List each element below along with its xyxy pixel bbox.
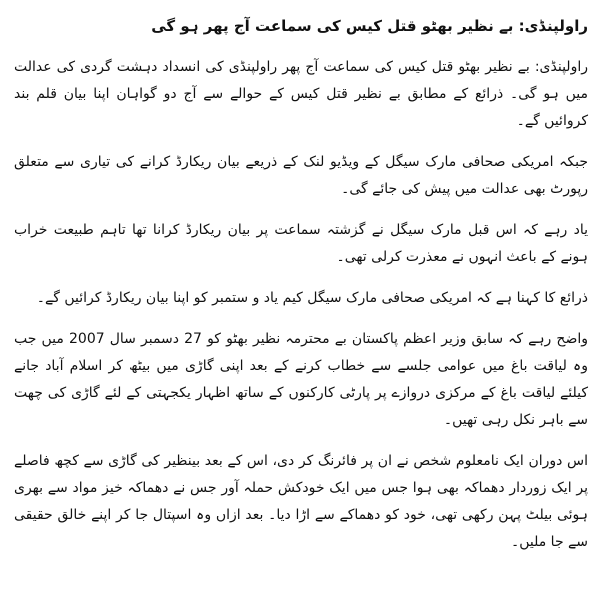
article-paragraph-4: ذرائع کا کہنا ہے کہ امریکی صحافی مارک سیگل کیم یاد و ستمبر کو اپنا بیان ریکارڈ کرائیں گے۔ xyxy=(36,290,588,306)
article-headline: راولپنڈی: بے نظیر بھٹو قتل کیس کی سماعت آج پھر ہو گی xyxy=(151,17,588,35)
article-paragraph-5: واضح رہے کہ سابق وزیر اعظم پاکستان بے محترمہ نظیر بھٹو کو 27 دسمبر سال 2007 میں جب وہ لیاقت باغ میں عوامی جلسے سے خطاب کرنے کے بعد اپنی گاڑی میں بیٹھ کر اسلام آباد جانے کیلئے لیاقت باغ کے مرکزی دروازے پر پارٹی کارکنوں کے ساتھ اظہار یکجہتی کے لئے گاڑی کی چھت سے باہر نکل رہی تھیں۔ xyxy=(14,331,588,428)
article-paragraph-2: جبکہ امریکی صحافی مارک سیگل کے ویڈیو لنک کے ذریعے بیان ریکارڈ کرانے کی تیاری سے متعلق رپورٹ بھی عدالت میں پیش کی جائے گی۔ xyxy=(14,154,588,197)
article-paragraph-3: یاد رہے کہ اس قبل مارک سیگل نے گزشتہ سماعت پر بیان ریکارڈ کرانا تھا تاہم طبیعت خراب ہونے کے باعث انہوں نے معذرت کرلی تھی۔ xyxy=(14,222,588,265)
article-paragraph-1: راولپنڈی: بے نظیر بھٹو قتل کیس کی سماعت آج پھر راولپنڈی کی انسداد دہشت گردی کی عدالت میں ہو گی۔ ذرائع کے مطابق بے نظیر قتل کیس کے حوالے سے آج دو گواہان اپنا بیان قلم بند کروائیں گے۔ xyxy=(14,59,588,129)
article-paragraph-6: اس دوران ایک نامعلوم شخص نے ان پر فائرنگ کر دی، اس کے بعد بینظیر کی گاڑی سے کچھ فاصلے پر ایک زوردار دھماکہ بھی ہوا جس میں ایک خودکش حملہ آور جس نے دھماکہ خیز مواد سے بھری ہوئی بیلٹ پہن رکھی تھی، خود کو دھماکے سے اڑا دیا۔ بعد ازاں وہ اسپتال جا کر اپنے خالق حقیقی سے جا ملیں۔ xyxy=(14,453,588,550)
